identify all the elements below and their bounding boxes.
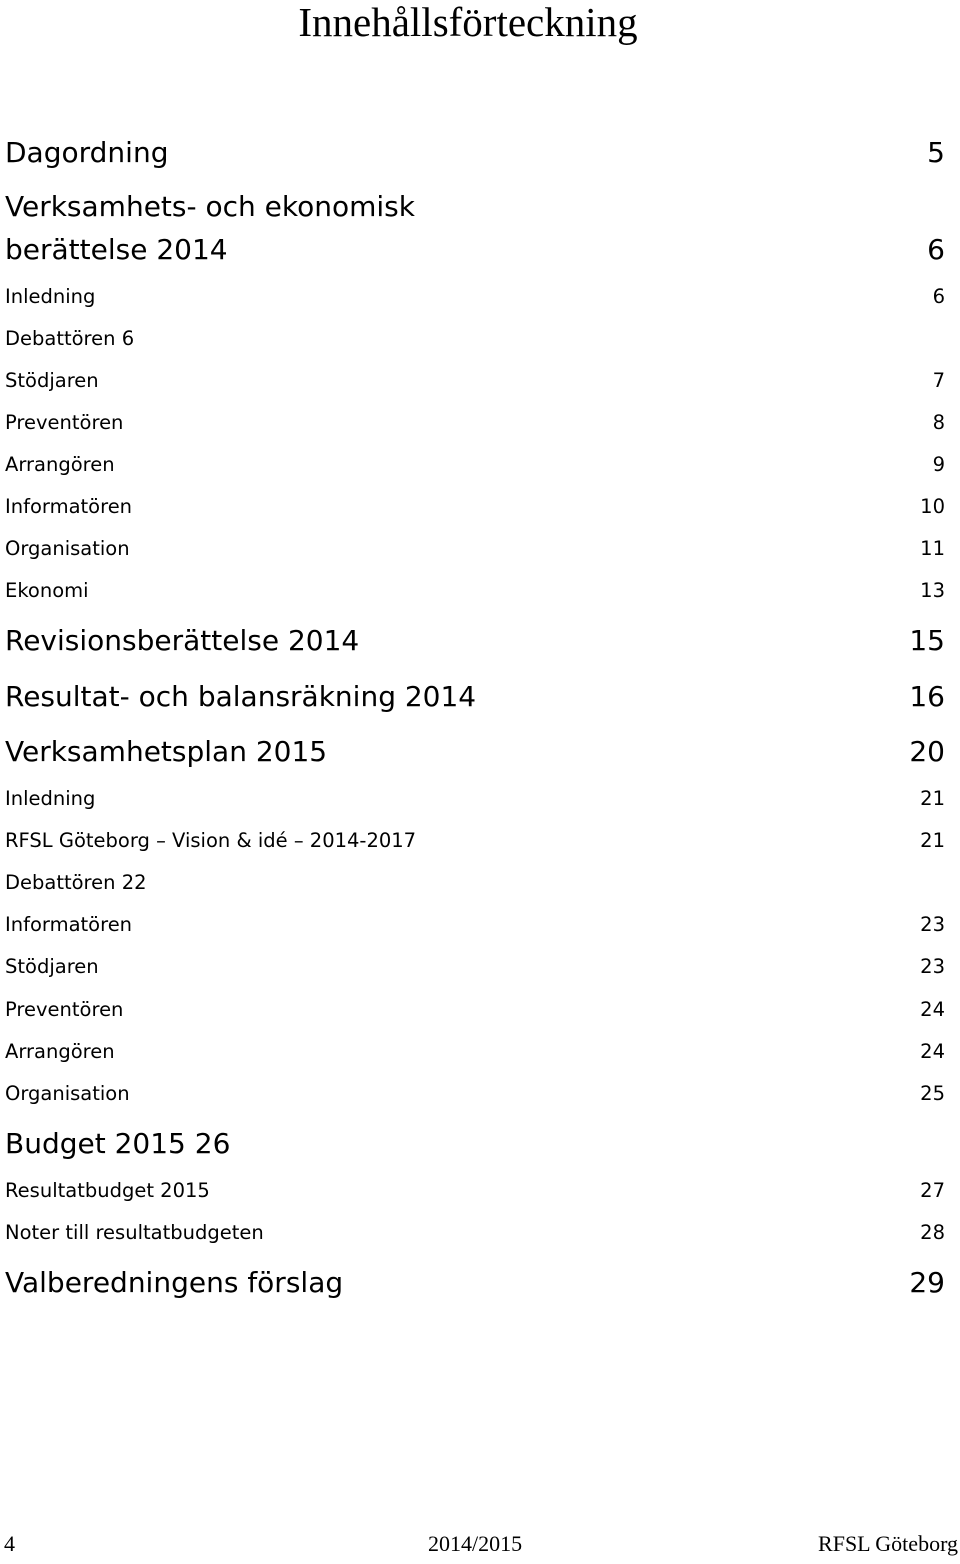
toc-entry-title: Valberedningens förslag	[5, 1266, 344, 1299]
toc-entry	[5, 870, 945, 896]
toc-entry-title: Organisation	[5, 537, 130, 560]
toc-entry	[5, 190, 945, 224]
toc-entry-title: Preventören	[5, 998, 124, 1021]
toc-entry	[5, 954, 945, 980]
toc-entry-page-number: 9	[932, 453, 945, 476]
toc-entry-page-number: 11	[920, 537, 945, 560]
toc-entry-title: berättelse 2014	[5, 233, 228, 266]
toc-entry	[5, 284, 945, 310]
toc-entry-title: Arrangören	[5, 1040, 115, 1063]
toc-entry-page-number: 13	[920, 579, 945, 602]
toc-entry-title: Budget 2015 26	[5, 1127, 231, 1160]
toc-entry-page-number: 15	[909, 624, 945, 657]
toc-entry	[5, 1178, 945, 1204]
toc-entry-title: Inledning	[5, 787, 96, 810]
toc-entry-title: Preventören	[5, 411, 124, 434]
toc-entry-page-number: 20	[909, 735, 945, 768]
toc-entry-page-number: 6	[927, 233, 945, 266]
toc-entry-page-number: 24	[920, 1040, 945, 1063]
footer-period: 2014/2015	[428, 1531, 523, 1556]
toc-entry-title: Organisation	[5, 1082, 130, 1105]
footer-organization: RFSL Göteborg	[818, 1531, 958, 1556]
toc-entry	[5, 680, 945, 714]
toc-entry	[5, 136, 945, 170]
toc-entry	[5, 1039, 945, 1065]
toc-entry	[5, 828, 945, 854]
toc-entry-title: Dagordning	[5, 136, 169, 169]
toc-entry-page-number: 28	[920, 1221, 945, 1244]
toc-entry	[5, 997, 945, 1023]
toc-entry-title: Informatören	[5, 913, 133, 936]
toc-entry	[5, 1266, 945, 1300]
toc-entry-title: Debattören 22	[5, 871, 147, 894]
toc-entry-page-number: 23	[920, 913, 945, 936]
toc-entry-page-number: 16	[909, 680, 945, 713]
toc-entry-title: Informatören	[5, 495, 133, 518]
toc-entry	[5, 410, 945, 436]
toc-entry-title: Debattören 6	[5, 327, 135, 350]
toc-entry-page-number: 21	[920, 829, 945, 852]
toc-entry-page-number: 10	[920, 495, 945, 518]
toc-entry	[5, 1081, 945, 1107]
toc-entry	[5, 452, 945, 478]
toc-entry-title: Verksamhetsplan 2015	[5, 735, 328, 768]
toc-entry	[5, 786, 945, 812]
footer-page-number: 4	[4, 1531, 15, 1556]
toc-entry	[5, 233, 945, 267]
toc-entry	[5, 536, 945, 562]
toc-entry-title: Ekonomi	[5, 579, 89, 602]
toc-entry	[5, 1220, 945, 1246]
toc-entry-title: Stödjaren	[5, 369, 99, 392]
toc-entry	[5, 326, 945, 352]
toc-entry-page-number: 21	[920, 787, 945, 810]
page-title: Innehållsförteckning	[298, 0, 638, 45]
toc-entry-title: Revisionsberättelse 2014	[5, 624, 360, 657]
toc-entry-page-number: 27	[920, 1179, 945, 1202]
toc-entry	[5, 912, 945, 938]
toc-entry-page-number: 6	[932, 285, 945, 308]
toc-entry	[5, 735, 945, 769]
toc-entry-title: Inledning	[5, 285, 96, 308]
toc-entry	[5, 578, 945, 604]
toc-entry-title: Noter till resultatbudgeten	[5, 1221, 264, 1244]
toc-entry-page-number: 29	[909, 1266, 945, 1299]
toc-entry	[5, 368, 945, 394]
toc-entry-title: Verksamhets- och ekonomisk	[5, 190, 415, 223]
toc-entry-title: Resultat- och balansräkning 2014	[5, 680, 477, 713]
toc-entry-page-number: 7	[932, 369, 945, 392]
toc-entry	[5, 624, 945, 658]
toc-entry	[5, 1127, 945, 1161]
toc-entry-page-number: 24	[920, 998, 945, 1021]
toc-entry-title: Arrangören	[5, 453, 115, 476]
toc-entry-page-number: 25	[920, 1082, 945, 1105]
toc-entry-page-number: 8	[932, 411, 945, 434]
toc-entry-page-number: 23	[920, 955, 945, 978]
page-footer	[0, 1530, 960, 1560]
toc-entry-title: RFSL Göteborg – Vision & idé – 2014-2017	[5, 829, 417, 852]
toc-entry-page-number: 5	[927, 136, 945, 169]
toc-entry	[5, 494, 945, 520]
toc-entry-title: Stödjaren	[5, 955, 99, 978]
toc-entry-title: Resultatbudget 2015	[5, 1179, 210, 1202]
